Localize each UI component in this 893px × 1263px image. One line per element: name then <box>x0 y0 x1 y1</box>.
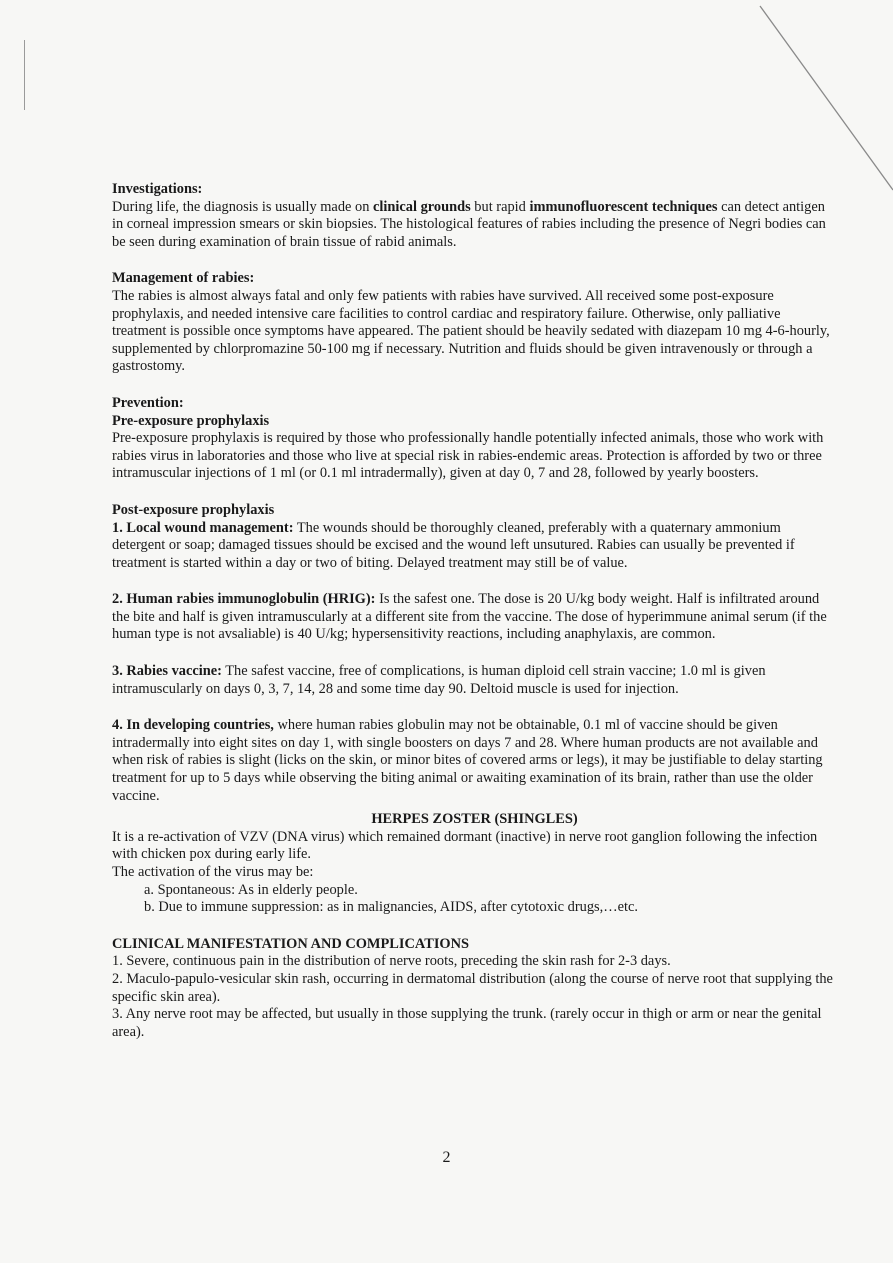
item-label: 3. Rabies vaccine: <box>112 663 222 680</box>
item-text: The safest vaccine, free of complications, is human diploid cell strain vaccine; 1.0 ml is given intramuscularly on days 0, 3, 7, 14, 28 and some time day 90. Deltoid muscle is used for injection. <box>112 663 766 697</box>
item-text: Is the safest one. The dose is 20 U/kg body weight. Half is infiltrated around the bite and half is given intramuscularly at a different site from the vaccine. The dose of hyperimmune animal serum (if the human type is not avsaliable) is 40 U/kg; hypersensitivity reactions, including anaphylaxis, are common. <box>112 591 827 643</box>
item-label: 2. Human rabies immunoglobulin (HRIG): <box>112 591 376 608</box>
post-exposure-item-2 <box>112 591 837 644</box>
list-item: b. Due to immune suppression: as in malignancies, AIDS, after cytotoxic drugs,…etc. <box>144 899 638 916</box>
document-body <box>112 181 837 1060</box>
page-number: 2 <box>442 1149 451 1166</box>
activation-list <box>112 882 837 917</box>
post-exposure-heading: Post-exposure prophylaxis <box>112 501 275 518</box>
section-prevention <box>112 395 837 483</box>
section-herpes-zoster <box>112 811 837 917</box>
list-item: 2. Maculo-papulo-vesicular skin rash, occurring in dermatomal distribution (along the course of nerve root that supplying the specific skin area). <box>112 970 833 1005</box>
investigations-heading: Investigations: <box>112 181 203 197</box>
list-item: a. Spontaneous: As in elderly people. <box>144 881 358 898</box>
pre-exposure-heading: Pre-exposure prophylaxis <box>112 412 270 429</box>
post-exposure-item-3 <box>112 663 837 698</box>
herpes-activation: The activation of the virus may be: <box>112 864 314 880</box>
pre-exposure-text: Pre-exposure prophylaxis is required by those who professionally handle potentially infected animals, those who work with rabies virus in laboratories and those who live at special risk in rabies-endemic areas. Protection is afforded by two or three intramuscular injections of 1 ml (or 0.1 ml intradermally), given at day 0, 7 and 28, followed by yearly boosters. <box>112 430 824 482</box>
clinical-heading: CLINICAL MANIFESTATION AND COMPLICATIONS <box>112 935 470 952</box>
post-exposure-item-1 <box>112 502 837 572</box>
section-management <box>112 270 837 376</box>
item-text: where human rabies globulin may not be obtainable, 0.1 ml of vaccine should be given intradermally into eight sites on day 1, with single boosters on days 7 and 28. Where human products are not available and when risk of rabies is slight (licks on the skin, or minor bites of covered arms or legs), it may be justifiable to delay starting treatment for up to 5 days while observing the biting animal or awaiting examination of its brain, rather than use the older vaccine. <box>112 717 823 804</box>
list-item: 1. Severe, continuous pain in the distribution of nerve roots, preceding the skin rash for 2-3 days. <box>112 953 671 970</box>
item-label: 1. Local wound management: <box>112 519 294 536</box>
item-label: 4. In developing countries, <box>112 717 274 734</box>
prevention-heading: Prevention: <box>112 394 184 411</box>
section-clinical <box>112 936 837 1042</box>
herpes-intro: It is a re-activation of VZV (DNA virus) which remained dormant (inactive) in nerve root ganglion following the infection with chicken pox during early life. <box>112 828 818 863</box>
management-heading: Management of rabies: <box>112 270 255 287</box>
herpes-title: HERPES ZOSTER (SHINGLES) <box>371 811 578 828</box>
post-exposure-item-4 <box>112 717 837 805</box>
scan-margin-line <box>24 40 25 110</box>
management-text: The rabies is almost always fatal and only few patients with rabies have survived. All received some post-exposure prophylaxis, and needed intensive care facilities to control cardiac and respiratory failure. Otherwise, only palliative treatment is possible once symptoms have appeared. The patient should be heavily sedated with diazepam 10 mg 4-6-hourly, supplemented by chlorpromazine 50-100 mg if necessary. Nutrition and fluids should be given intravenously or through a gastrostomy. <box>112 287 830 375</box>
item-text: The wounds should be thoroughly cleaned, preferably with a quaternary ammonium detergent or soap; damaged tissues should be excised and the wound left unsutured. Rabies can usually be prevented if treatment is started within a day or two of biting. Delayed treatment may still be of value. <box>112 519 795 571</box>
investigations-text: During life, the diagnosis is usually made on clinical grounds but rapid immunofluorescent techniques can detect antigen in corneal impression smears or skin biopsies. The histological features of rabies including the presence of Negri bodies can be seen during examination of brain tissue of rabid animals. <box>112 198 826 250</box>
list-item: 3. Any nerve root may be affected, but usually in those supplying the trunk. (rarely occur in thigh or arm or near the genital area). <box>112 1006 822 1040</box>
section-investigations <box>112 181 837 251</box>
